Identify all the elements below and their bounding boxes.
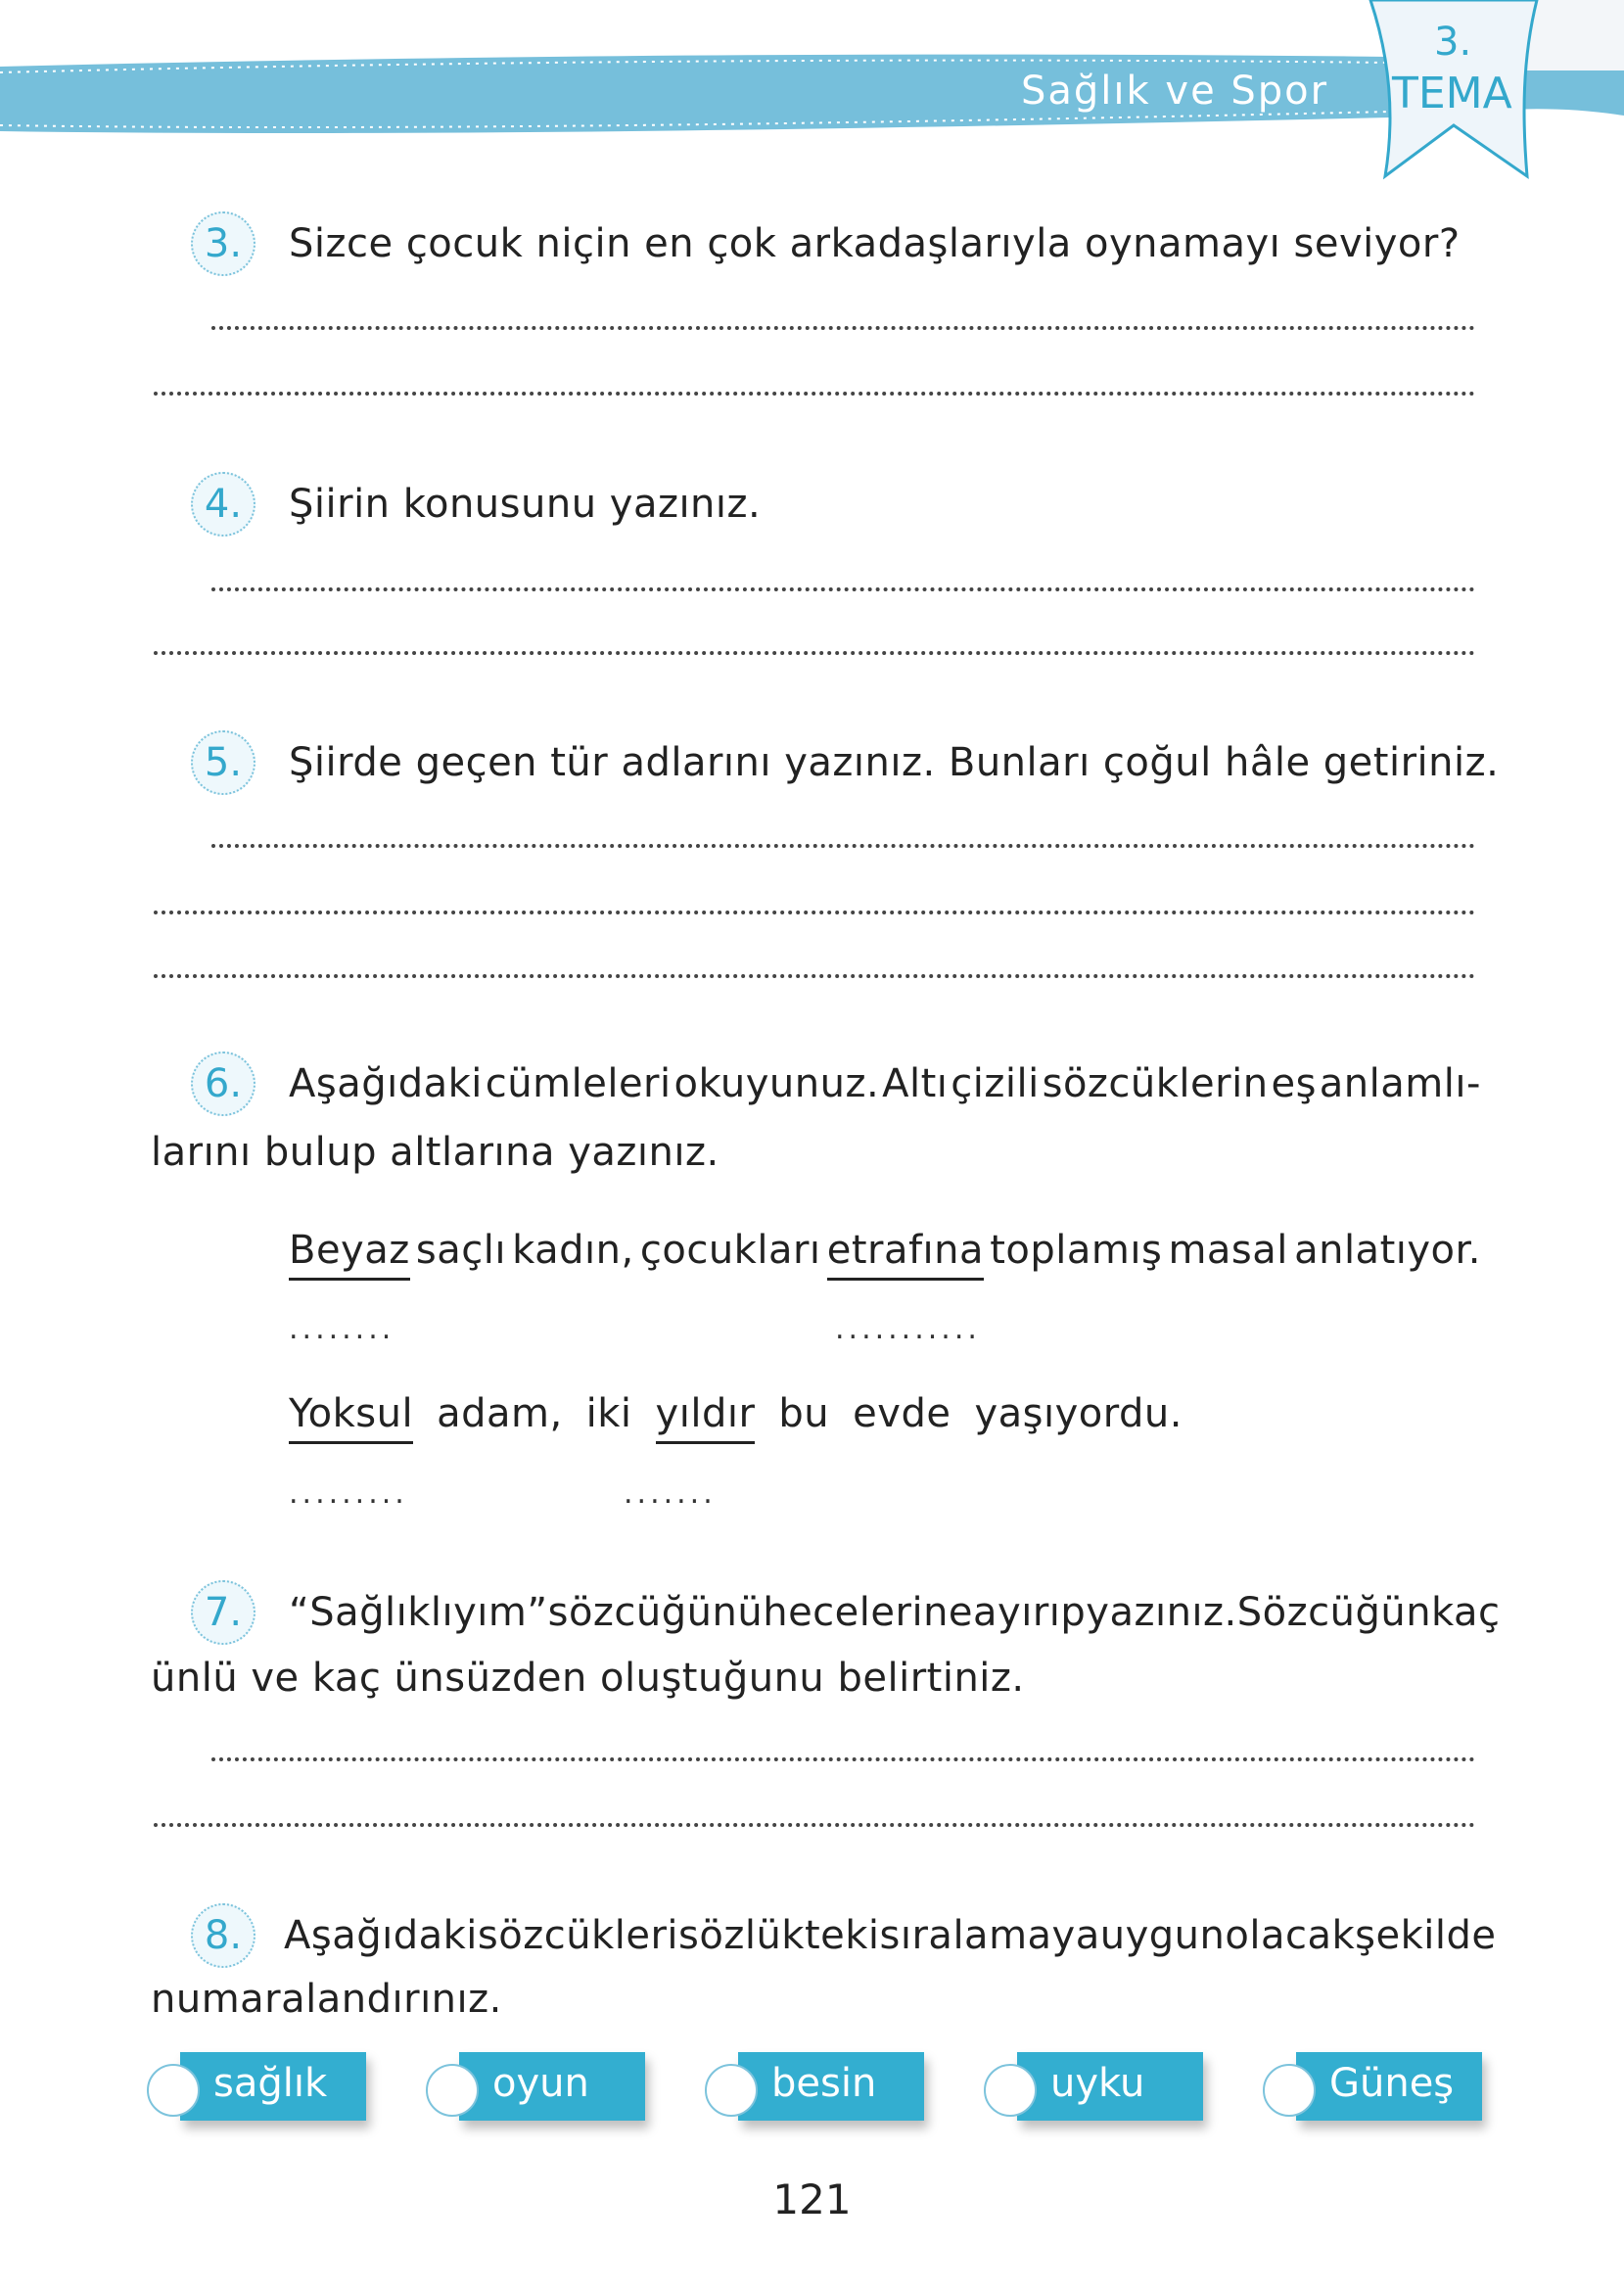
- theme-number: 3.: [1434, 20, 1472, 65]
- word: olacak: [1225, 1913, 1356, 1958]
- answer-line[interactable]: [211, 844, 1475, 848]
- word: sözlükteki: [678, 1913, 880, 1958]
- answer-blank[interactable]: .........: [289, 1476, 408, 1511]
- answer-line[interactable]: [211, 326, 1475, 330]
- number-circle[interactable]: [147, 2064, 200, 2117]
- word: saçlı: [415, 1228, 506, 1273]
- answer-line[interactable]: [211, 587, 1475, 591]
- question-text: Şiirde geçen tür adlarını yazınız. Bunları çoğul hâle getiriniz.: [289, 740, 1500, 785]
- example-sentence: [289, 1227, 1481, 1281]
- word-card-saglik: [180, 2052, 366, 2121]
- word: ayırıp: [973, 1590, 1087, 1635]
- question-number: 3.: [191, 211, 255, 276]
- underlined-word: Beyaz: [289, 1227, 410, 1281]
- word: Altı: [882, 1061, 949, 1106]
- answer-blank[interactable]: ...........: [835, 1312, 981, 1346]
- number-circle[interactable]: [1263, 2064, 1316, 2117]
- question-text: [289, 1589, 1501, 1636]
- word: hecelerine: [763, 1590, 974, 1635]
- underlined-word: yıldır: [656, 1390, 756, 1444]
- question-text: Sizce çocuk niçin en çok arkadaşlarıyla oynamayı seviyor?: [289, 221, 1461, 266]
- word: anlamlı-: [1319, 1061, 1481, 1106]
- number-circle[interactable]: [705, 2064, 758, 2117]
- question-number: 6.: [191, 1052, 255, 1116]
- answer-line[interactable]: [154, 392, 1475, 396]
- word: anlatıyor.: [1294, 1228, 1481, 1273]
- word: uygun: [1099, 1913, 1226, 1958]
- word: sözcüklerin: [1042, 1061, 1269, 1106]
- word: yazınız.: [1086, 1590, 1237, 1635]
- word-label: oyun: [492, 2061, 589, 2106]
- theme-banner: [0, 0, 1624, 186]
- word: sözcüğünü: [547, 1590, 764, 1635]
- word: toplamış: [990, 1228, 1163, 1273]
- question-text: [284, 1912, 1497, 1959]
- word: masal: [1168, 1228, 1288, 1273]
- answer-line[interactable]: [154, 974, 1475, 978]
- question-number: 8.: [191, 1903, 255, 1968]
- example-sentence: [289, 1390, 1183, 1444]
- word-label: besin: [771, 2061, 877, 2106]
- theme-title: Sağlık ve Spor: [1021, 69, 1329, 114]
- question-number: 5.: [191, 730, 255, 795]
- word: sıralamaya: [879, 1913, 1100, 1958]
- question-text-continued: larını bulup altlarına yazınız.: [151, 1130, 719, 1175]
- question-number: 7.: [191, 1580, 255, 1645]
- word: “Sağlıklıyım”: [289, 1590, 548, 1635]
- answer-line[interactable]: [154, 651, 1475, 655]
- word: eş: [1271, 1061, 1317, 1106]
- word: evde: [853, 1391, 951, 1436]
- page-number: 121: [772, 2175, 852, 2223]
- word: yaşıyordu.: [974, 1391, 1183, 1436]
- word: çizili: [951, 1061, 1040, 1106]
- answer-line[interactable]: [154, 911, 1475, 914]
- word-label: Güneş: [1329, 2061, 1455, 2106]
- theme-label: TEMA: [1392, 69, 1512, 118]
- word: iki: [585, 1391, 632, 1436]
- answer-line[interactable]: [211, 1757, 1475, 1761]
- question-text-continued: ünlü ve kaç ünsüzden oluştuğunu belirtiniz.: [151, 1656, 1025, 1701]
- word-label: sağlık: [213, 2061, 328, 2106]
- word: adam,: [437, 1391, 563, 1436]
- word: cümleleri: [485, 1061, 672, 1106]
- word: kadın,: [512, 1228, 634, 1273]
- word-card-oyun: [459, 2052, 645, 2121]
- underlined-word: Yoksul: [289, 1390, 413, 1444]
- word: sözcükleri: [477, 1913, 679, 1958]
- word: Sözcüğün: [1236, 1590, 1432, 1635]
- word: Aşağıdaki: [284, 1913, 478, 1958]
- word-card-besin: [738, 2052, 924, 2121]
- word: çocukları: [639, 1228, 821, 1273]
- word: okuyunuz.: [673, 1061, 880, 1106]
- answer-blank[interactable]: .......: [624, 1476, 717, 1511]
- word: Aşağıdaki: [289, 1061, 483, 1106]
- question-text: Şiirin konusunu yazınız.: [289, 482, 762, 527]
- number-circle[interactable]: [426, 2064, 479, 2117]
- word: şekilde: [1355, 1913, 1497, 1958]
- word: kaç: [1431, 1590, 1501, 1635]
- word-label: uyku: [1050, 2061, 1145, 2106]
- question-text-continued: numaralandırınız.: [151, 1977, 502, 2022]
- question-text: [289, 1060, 1481, 1107]
- word: bu: [778, 1391, 830, 1436]
- answer-line[interactable]: [154, 1823, 1475, 1827]
- word-card-gunes: [1296, 2052, 1482, 2121]
- question-number: 4.: [191, 472, 255, 537]
- answer-blank[interactable]: ........: [289, 1312, 395, 1346]
- word-card-uyku: [1017, 2052, 1203, 2121]
- number-circle[interactable]: [984, 2064, 1037, 2117]
- underlined-word: etrafına: [827, 1227, 984, 1281]
